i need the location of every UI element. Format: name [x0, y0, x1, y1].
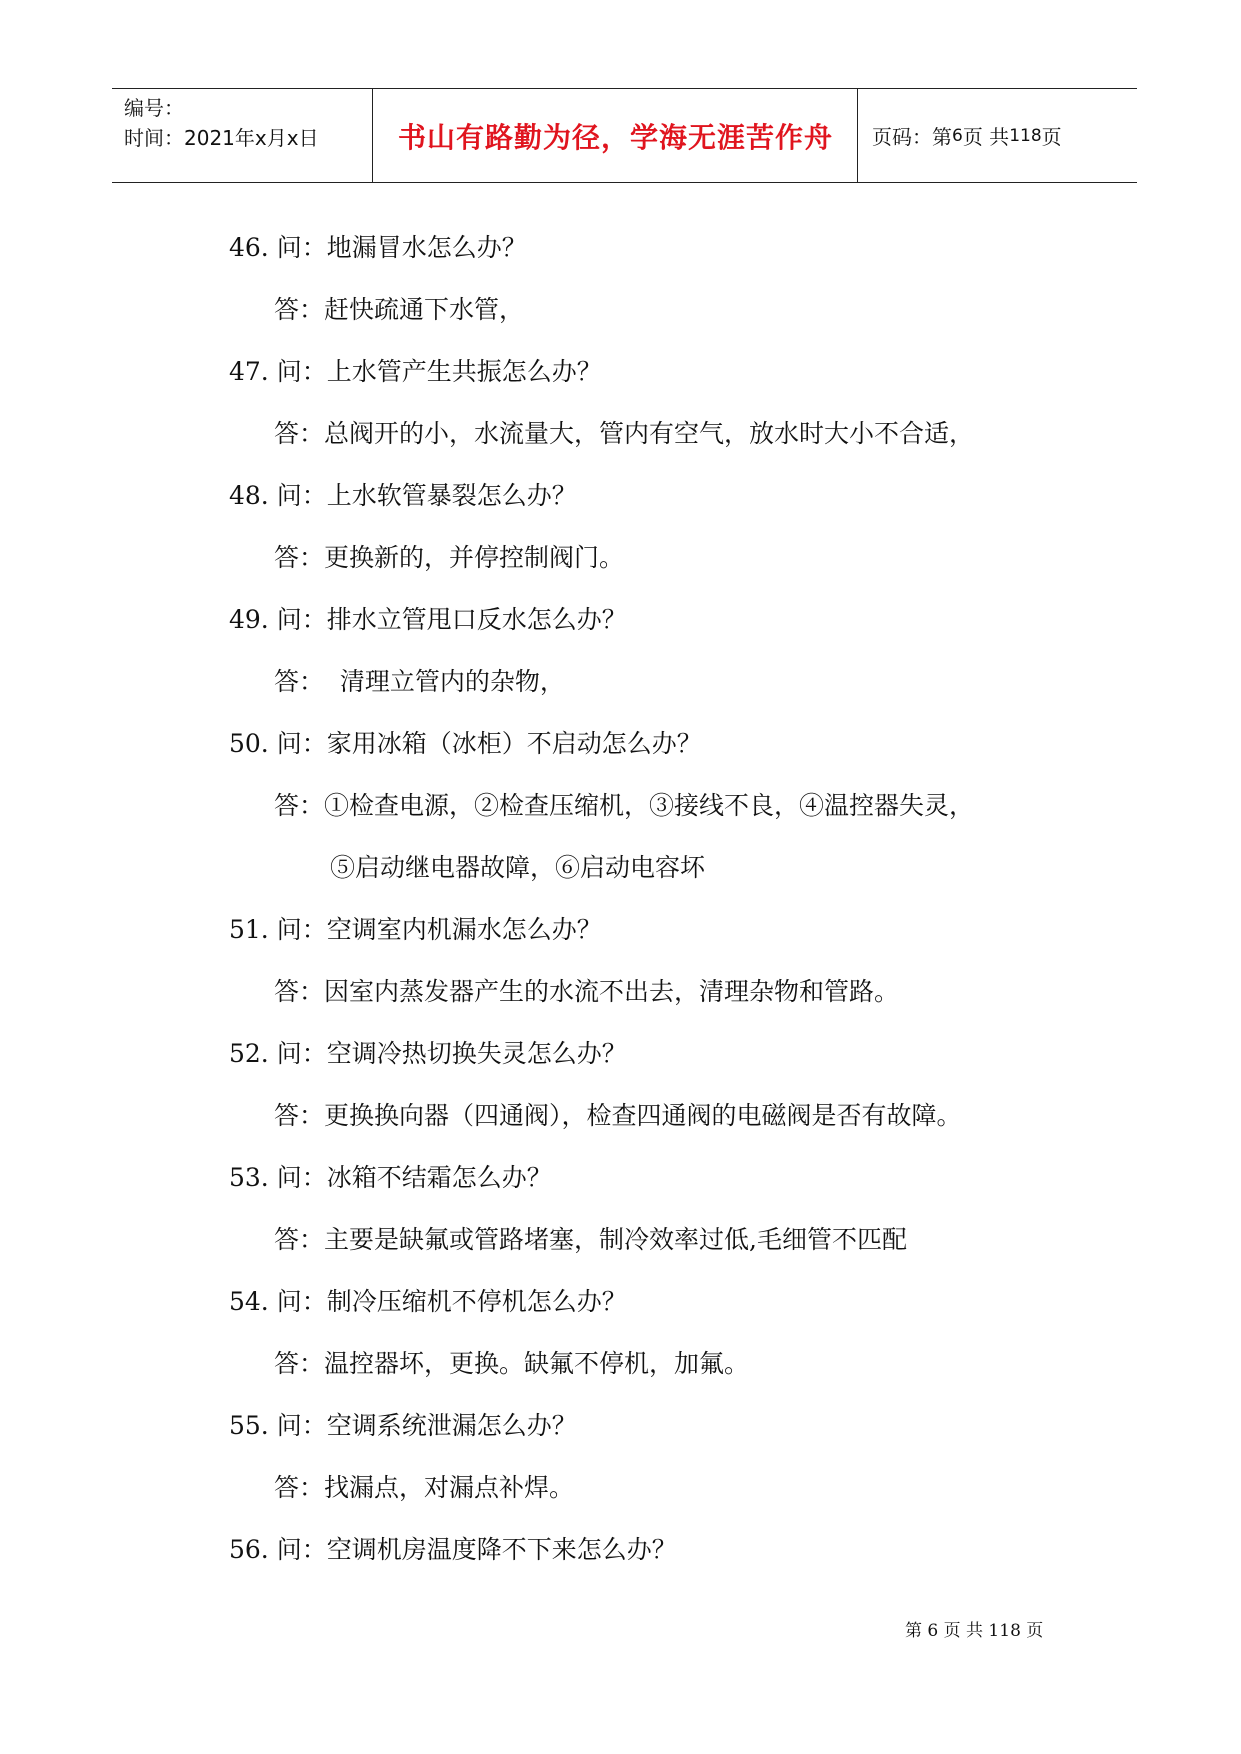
question-55: 55. 问：空调系统泄漏怎么办？	[229, 1411, 577, 1440]
page-footer: 第 6 页 共 118 页	[905, 1621, 1044, 1641]
question-53: 53. 问：冰箱不结霜怎么办？	[229, 1163, 552, 1192]
header-motto: 书山有路勤为径，学海无涯苦作舟	[397, 120, 833, 154]
question-50: 50. 问：家用冰箱（冰柜）不启动怎么办？	[229, 729, 702, 758]
question-52: 52. 问：空调冷热切换失灵怎么办？	[229, 1039, 627, 1068]
answer-48: 答：更换新的，并停控制阀门。	[274, 543, 625, 572]
answer-52: 答：更换换向器（四通阀），检查四通阀的电磁阀是否有故障。	[274, 1101, 962, 1130]
header-page-info	[872, 89, 1062, 182]
answer-50-continued: ⑤启动继电器故障，⑥启动电容坏	[330, 853, 706, 882]
answer-53: 答：主要是缺氟或管路堵塞，制冷效率过低,毛细管不匹配	[274, 1225, 907, 1254]
header-divider	[857, 89, 858, 182]
answer-50: 答：①检查电源，②检查压缩机，③接线不良，④温控器失灵，	[274, 791, 975, 820]
question-47: 47. 问：上水管产生共振怎么办？	[229, 357, 602, 386]
question-49: 49. 问：排水立管甩口反水怎么办？	[229, 605, 627, 634]
question-51: 51. 问：空调室内机漏水怎么办？	[229, 915, 602, 944]
header-page-suffix: 页	[1041, 125, 1062, 149]
header-left	[124, 93, 319, 153]
header-page-number: 6	[952, 125, 963, 146]
answer-54: 答：温控器坏，更换。缺氟不停机，加氟。	[274, 1349, 750, 1378]
question-48: 48. 问：上水软管暴裂怎么办？	[229, 481, 577, 510]
question-46: 46. 问：地漏冒水怎么办？	[229, 233, 527, 262]
answer-47: 答：总阀开的小，水流量大，管内有空气，放水时大小不合适，	[274, 419, 975, 448]
question-54: 54. 问：制冷压缩机不停机怎么办？	[229, 1287, 627, 1316]
answer-49: 答： 清理立管内的杂物，	[274, 667, 565, 696]
header-page-total: 118	[1009, 125, 1042, 146]
header-page-label: 页码：第	[872, 125, 952, 149]
answer-55: 答：找漏点，对漏点补焊。	[274, 1473, 575, 1502]
header-divider	[372, 89, 373, 182]
header-time-label: 时间：2021年x月x日	[124, 126, 319, 150]
page-header	[112, 88, 1137, 183]
header-number-label: 编号：	[124, 96, 184, 120]
answer-46: 答：赶快疏通下水管，	[274, 295, 525, 324]
header-page-mid: 页 共	[962, 125, 1010, 149]
answer-51: 答：因室内蒸发器产生的水流不出去，清理杂物和管路。	[274, 977, 900, 1006]
question-56: 56. 问：空调机房温度降不下来怎么办？	[229, 1535, 677, 1564]
